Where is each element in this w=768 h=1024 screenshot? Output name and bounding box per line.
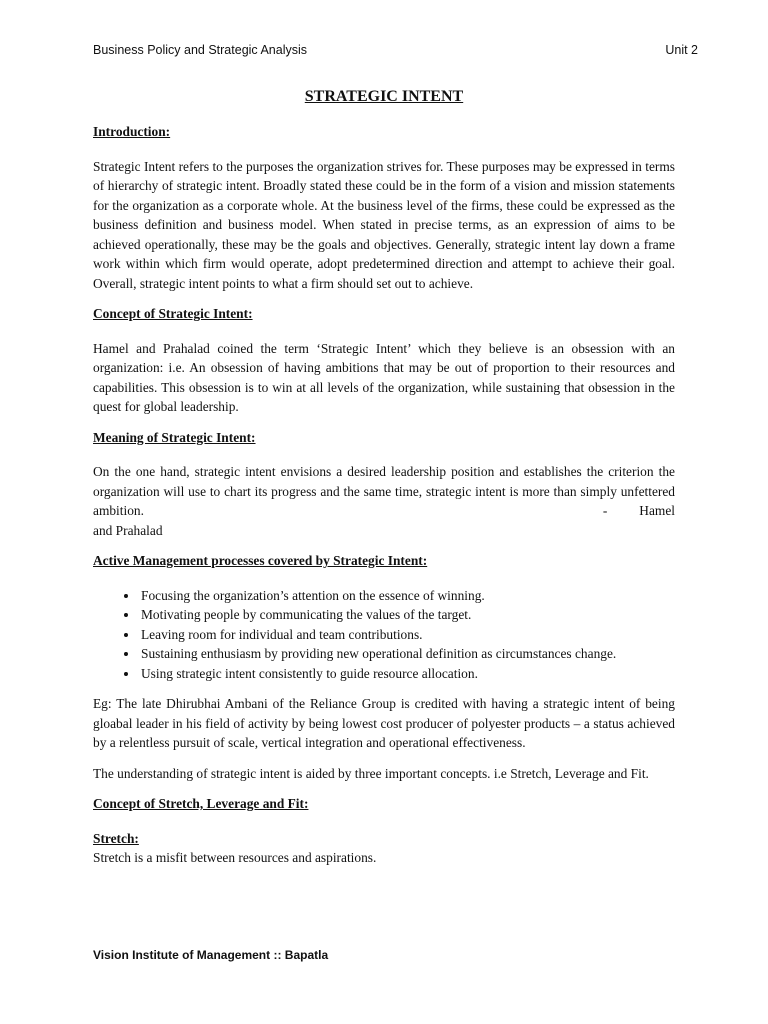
attribution-continued: and Prahalad <box>93 522 163 538</box>
stretch-paragraph: Stretch is a misfit between resources and aspirations. <box>93 850 377 865</box>
list-item: • Leaving room for individual and team contributions. <box>139 625 675 645</box>
introduction-heading: Introduction: <box>93 124 171 139</box>
page-title: STRATEGIC INTENT <box>304 88 464 105</box>
document-body <box>93 122 675 879</box>
list-item: • Focusing the organization’s attention on the essence of winning. <box>139 586 675 606</box>
attribution-dash: - <box>602 503 608 518</box>
meaning-heading: Meaning of Strategic Intent: <box>93 429 256 445</box>
list-item: • Motivating people by communicating the values of the target. <box>139 605 675 625</box>
example-paragraph: Eg: The late Dhirubhai Ambani of the Reliance Group is credited with having a strategic intent of being gloabal leader in his field of activity by being lowest cost producer of polyester products – a status achieved by a relentless pursuit of scale, vertical integration and operational effectiveness. <box>93 696 675 750</box>
meaning-attribution <box>93 501 675 521</box>
understanding-paragraph: The understanding of strategic intent is aided by three important concepts. i.e Stretch, Leverage and Fit. <box>93 765 649 781</box>
stretch-heading: Stretch: <box>93 830 139 846</box>
header-course-title: Business Policy and Strategic Analysis <box>93 43 307 57</box>
introduction-paragraph: Strategic Intent refers to the purposes the organization strives for. These purposes may be expressed in terms of hierarchy of strategic intent. Broadly stated these could be in the form of a vision and mission statements for the organization as a corporate whole. At the business level of the firms, these could be expressed as the business definition and business model. When stated in precise terms, as an expression of aims to be achieved operationally, these may be the goals and objectives. Generally, strategic intent lay down a frame work within which firm would operate, adopt predetermined direction and attempt to achieve their goal. Overall, strategic intent points to what a firm should set out to achieve. <box>93 158 675 291</box>
attribution-name: Hamel <box>639 503 675 518</box>
page-footer: Vision Institute of Management :: Bapatla <box>93 948 329 962</box>
page-header <box>93 43 698 57</box>
list-item: • Using strategic intent consistently to guide resource allocation. <box>139 664 675 684</box>
concept-heading: Concept of Strategic Intent: <box>93 306 253 321</box>
list-item: • Sustaining enthusiasm by providing new operational definition as circumstances change. <box>139 644 675 664</box>
concept-paragraph: Hamel and Prahalad coined the term ‘Strategic Intent’ which they believe is an obsession with an organization: i.e. An obsession of having ambitions that may be out of proportion to their resources and capabilities. This obsession is to win at all levels of the organization, while sustaining that obsession in the quest for global leadership. <box>93 340 675 414</box>
active-processes-heading: Active Management processes covered by Strategic Intent: <box>93 553 428 568</box>
meaning-text: On the one hand, strategic intent envisions a desired leadership position and establishes the criterion the organization will use to chart its progress and the same time, strategic intent is more than simply unfettered ambition. <box>93 464 675 518</box>
active-processes-list <box>93 586 675 684</box>
slf-heading: Concept of Stretch, Leverage and Fit: <box>93 796 309 811</box>
header-unit: Unit 2 <box>665 43 698 57</box>
